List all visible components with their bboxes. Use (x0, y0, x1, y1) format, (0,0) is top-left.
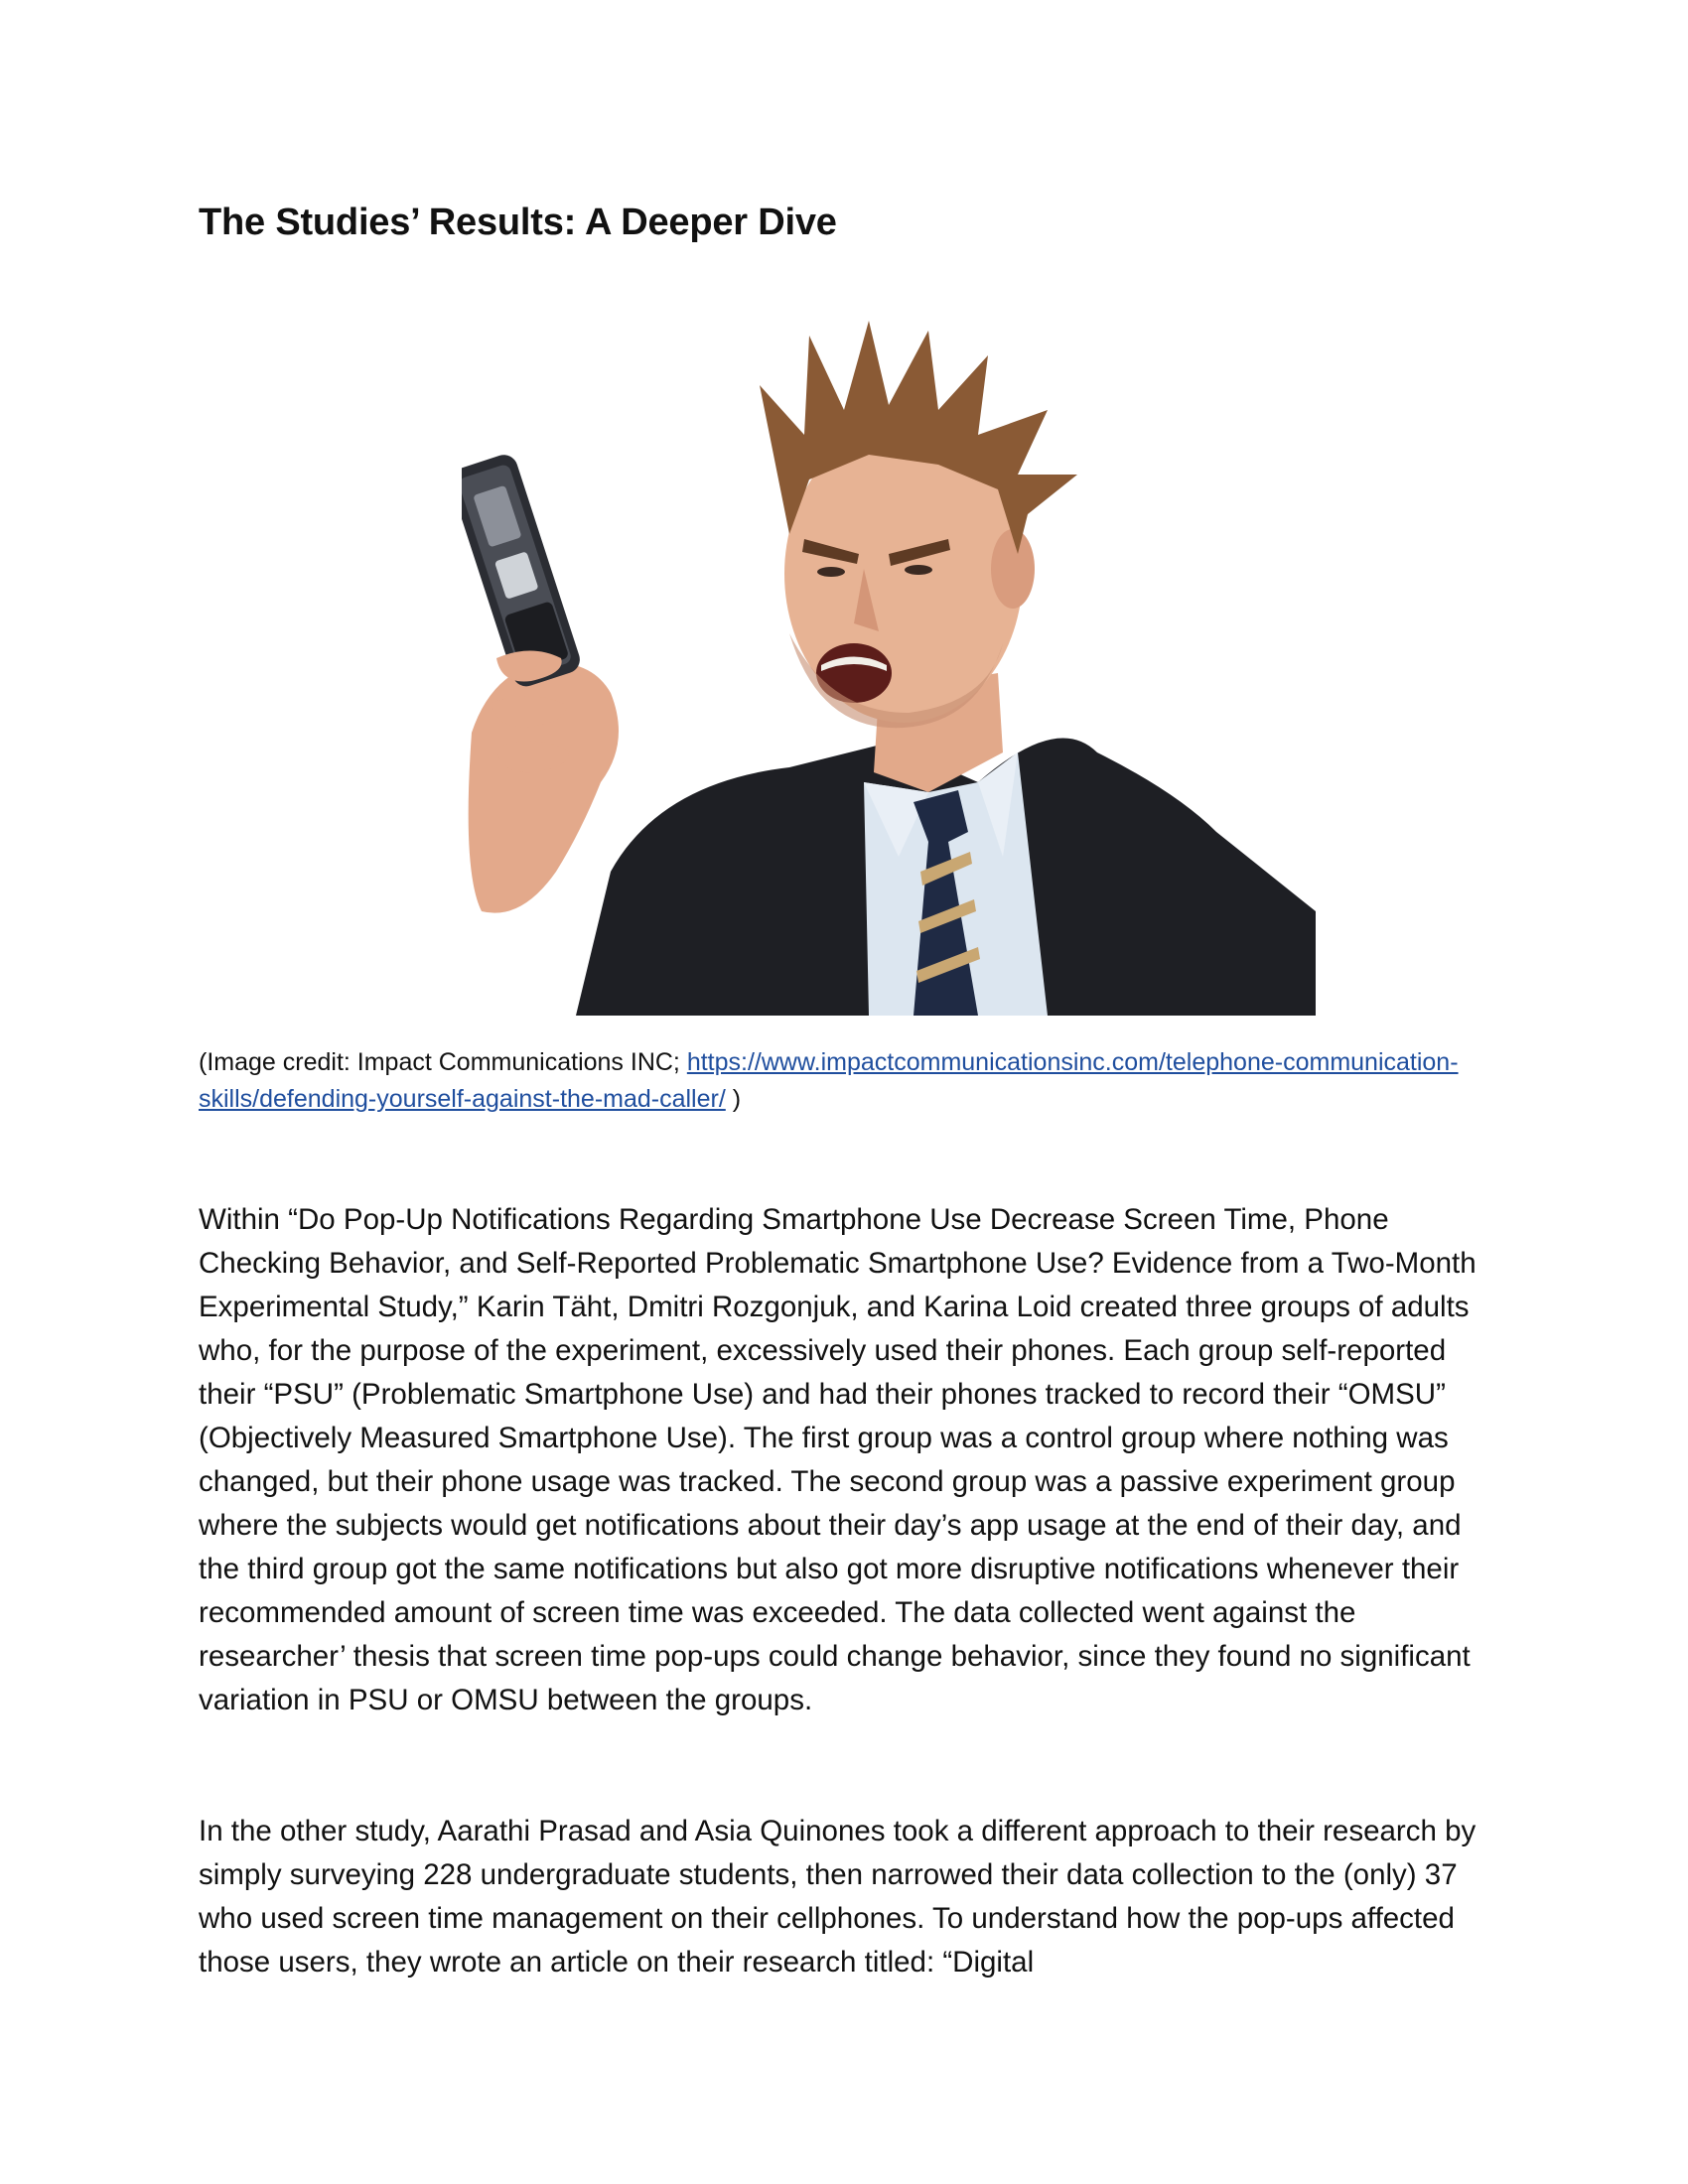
page-title: The Studies’ Results: A Deeper Dive (199, 202, 837, 243)
body-paragraph-2: In the other study, Aarathi Prasad and Asia Quinones took a different approach to their research by simply surveying 228 undergraduate students, then narrowed their data collection to the (only) 37 who used screen time management on their cellphones. To understand how the pop-ups affected those users, they wrote an article on their research titled: “Digital (199, 1815, 1477, 1979)
caption-suffix: ) (725, 1085, 742, 1113)
angry-caller-photo (462, 316, 1316, 1016)
image-credit-link[interactable]: https://www.impactcommunicationsinc.com/telephone-communication-skills/defending-yourself-against-the-mad-caller/ (199, 1048, 1459, 1113)
caption-prefix: (Image credit: Impact Communications INC; (199, 1048, 687, 1076)
body-paragraph-1: Within “Do Pop-Up Notifications Regarding Smartphone Use Decrease Screen Time, Phone Checking Behavior, and Self-Reported Problematic Smartphone Use? Evidence from a Two-Month Experimental Study,” Karin Täht, Dmitri Rozgonjuk, and Karina Loid created three groups of adults who, for the purpose of the experiment, excessively used their phones. Each group self-reported their “PSU” (Problematic Smartphone Use) and had their phones tracked to record their “OMSU” (Objectively Measured Smartphone Use). The first group was a control group where nothing was changed, but their phone usage was tracked. The second group was a passive experiment group where the subjects would get notifications about their day’s app usage at the end of their day, and the third group got the same notifications but also got more disruptive notifications whenever their recommended amount of screen time was exceeded. The data collected went against the researcher’ thesis that screen time pop-ups could change behavior, since they found no significant variation in PSU or OMSU between the groups. (199, 1203, 1477, 1716)
image-caption (199, 1044, 1489, 1118)
